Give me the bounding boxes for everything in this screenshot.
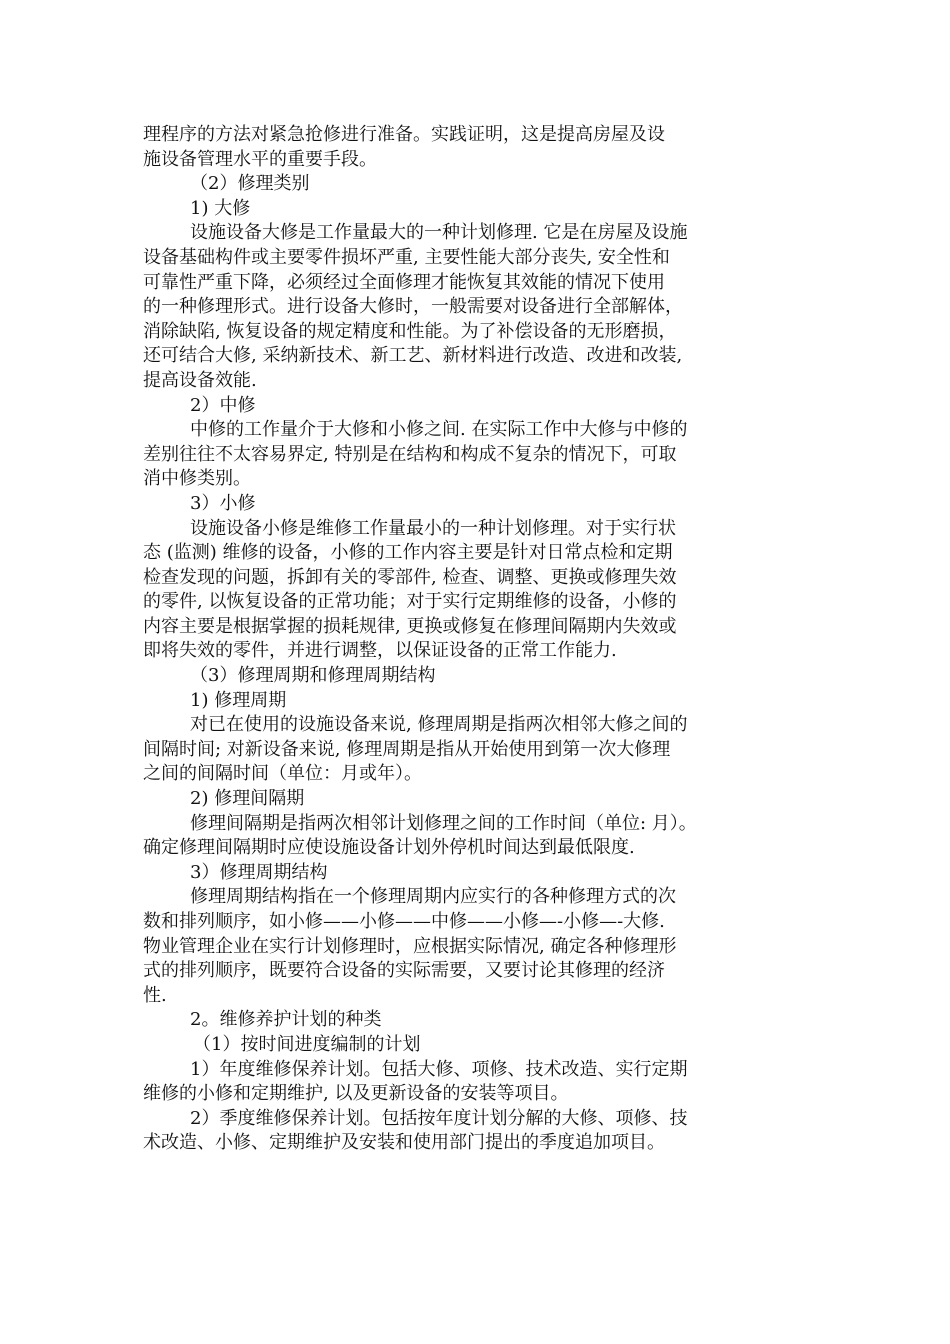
text-line: 差别往往不太容易界定, 特别是在结构和构成不复杂的情况下，可取 xyxy=(143,443,677,465)
text-line: 中修的工作量介于大修和小修之间. 在实际工作中大修与中修的 xyxy=(190,419,688,441)
text-line: 还可结合大修, 采纳新技术、新工艺、新材料进行改造、改进和改装, xyxy=(143,345,683,367)
text-line: 可靠性严重下降，必须经过全面修理才能恢复其效能的情况下使用 xyxy=(143,271,665,293)
text-line: 间隔时间; 对新设备来说, 修理周期是指从开始使用到第一次大修理 xyxy=(143,738,671,760)
section-heading: 2。维修养护计划的种类 xyxy=(190,1009,382,1031)
subsection-heading: 1) 修理周期 xyxy=(190,689,287,711)
text-line: 数和排列顺序，如小修——小修——中修——小修—-小修—-大修. xyxy=(143,911,665,932)
text-line: 施设备管理水平的重要手段。 xyxy=(143,148,377,170)
subsection-heading: 3）小修 xyxy=(190,492,256,514)
text-line: 态 (监测) 维修的设备，小修的工作内容主要是针对日常点检和定期 xyxy=(143,542,673,564)
text-line: 术改造、小修、定期维护及安装和使用部门提出的季度追加项目。 xyxy=(143,1132,665,1154)
section-heading: （1）按时间进度编制的计划 xyxy=(193,1033,421,1055)
subsection-heading: 1) 大修 xyxy=(190,197,251,219)
section-heading: （3）修理周期和修理周期结构 xyxy=(190,665,436,687)
text-line: 式的排列顺序，既要符合设备的实际需要，又要讨论其修理的经济 xyxy=(143,960,665,982)
text-line: 消除缺陷, 恢复设备的规定精度和性能。为了补偿设备的无形磨损， xyxy=(143,320,677,342)
text-line: 修理间隔期是指两次相邻计划修理之间的工作时间（单位: 月）。 xyxy=(190,812,697,834)
text-line: 性. xyxy=(143,984,167,1006)
text-line: 1）年度维修保养计划。包括大修、项修、技术改造、实行定期 xyxy=(190,1058,688,1080)
text-line: 消中修类别。 xyxy=(143,468,251,490)
text-line: 理程序的方法对紧急抢修进行准备。实践证明，这是提高房屋及设 xyxy=(143,124,665,145)
subsection-heading: 3）修理周期结构 xyxy=(190,861,328,883)
document-body xyxy=(143,123,813,1156)
text-line: 维修的小修和定期维护, 以及更新设备的安装等项目。 xyxy=(143,1083,569,1105)
section-heading: （2）修理类别 xyxy=(190,173,310,195)
text-line: 对已在使用的设施设备来说, 修理周期是指两次相邻大修之间的 xyxy=(190,714,688,736)
text-line: 物业管理企业在实行计划修理时，应根据实际情况, 确定各种修理形 xyxy=(143,935,677,957)
text-line: 设备基础构件或主要零件损坏严重, 主要性能大部分丧失, 安全性和 xyxy=(143,246,670,268)
subsection-heading: 2) 修理间隔期 xyxy=(190,788,305,810)
text-line: 提高设备效能. xyxy=(143,369,257,391)
text-line: 即将失效的零件，并进行调整，以保证设备的正常工作能力. xyxy=(143,640,617,662)
text-line: 的一种修理形式。进行设备大修时，一般需要对设备进行全部解体， xyxy=(143,296,683,318)
text-line: 之间的间隔时间（单位：月或年）。 xyxy=(143,763,422,785)
text-line: 内容主要是根据掌握的损耗规律, 更换或修复在修理间隔期内失效或 xyxy=(143,615,677,637)
text-line: 2）季度维修保养计划。包括按年度计划分解的大修、项修、技 xyxy=(190,1107,688,1129)
text-line: 的零件, 以恢复设备的正常功能；对于实行定期维修的设备，小修的 xyxy=(143,591,677,613)
text-line: 修理周期结构指在一个修理周期内应实行的各种修理方式的次 xyxy=(190,886,676,908)
subsection-heading: 2）中修 xyxy=(190,394,256,416)
text-line: 检查发现的问题，拆卸有关的零部件, 检查、调整、更换或修理失效 xyxy=(143,566,677,588)
text-line: 设施设备大修是工作量最大的一种计划修理. 它是在房屋及设施 xyxy=(190,222,688,244)
text-line: 确定修理间隔期时应使设施设备计划外停机时间达到最低限度. xyxy=(143,837,635,859)
text-line: 设施设备小修是维修工作量最小的一种计划修理。对于实行状 xyxy=(190,517,676,539)
